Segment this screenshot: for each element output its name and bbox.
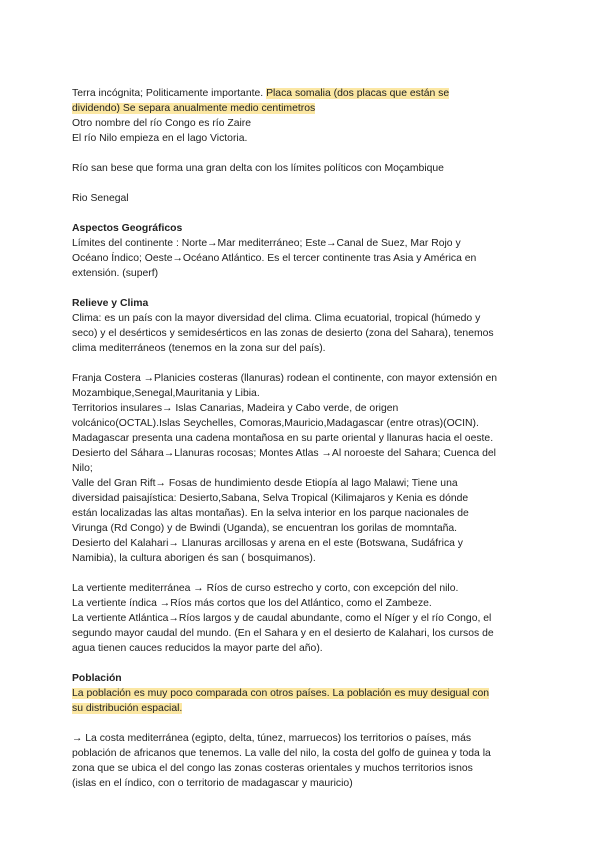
- text-line: diversidad paisajística: Desierto,Sabana, Selva Tropical (Kilimajaros y Kenia es dónde: [72, 493, 469, 504]
- intro-line-3: Otro nombre del río Congo es río Zaire: [72, 118, 252, 129]
- text-line: Nilo;: [72, 463, 93, 474]
- text-line: → La costa mediterránea (egipto, delta, túnez, marruecos) los territorios o países, más: [72, 733, 472, 744]
- text-line: Desierto del Sáhara→Llanuras rocosas; Montes Atlas →Al noroeste del Sahara; Cuenca del: [72, 448, 496, 459]
- text-line: población de africanos que tenemos. La valle del nilo, la costa del golfo de guinea y toda la: [72, 748, 491, 759]
- text-line: volcánico(OCTAL).Islas Seychelles, Comoras,Mauricio,Madagascar (entre otras)(OCIN).: [72, 418, 479, 429]
- text-line: Desierto del Kalahari→ Llanuras arcillosas y arena en el este (Botswana, Sudáfrica y: [72, 538, 464, 549]
- text-line: clima mediterráneos (tenemos en la zona sur del país).: [72, 343, 326, 354]
- text-line: seco) y el desérticos y semidesérticos en las zonas de desierto (zona del Sahara), tenemos: [72, 328, 494, 339]
- text-line: extensión. (superf): [72, 268, 159, 279]
- text-line: zona que se ubica el del congo las zonas costeras orientales y muchos territorios isnos: [72, 763, 473, 774]
- text-line: Virunga (Rd Congo) y de Bwindi (Uganda), se encuentran los gorilas de momntaña.: [72, 523, 458, 534]
- document-content: [72, 86, 532, 791]
- intro-text: Terra incógnita; Politicamente importante.: [72, 88, 267, 99]
- text-line: La vertiente mediterránea → Ríos de curso estrecho y corto, con excepción del nilo.: [72, 583, 459, 594]
- intro-line-6: Rio Senegal: [72, 193, 129, 204]
- text-line: Límites del continente : Norte→Mar mediterráneo; Este→Canal de Suez, Mar Rojo y: [72, 238, 461, 249]
- highlighted-text: dividendo) Se separa anualmente medio centimetros: [72, 103, 316, 114]
- text-line: La vertiente Atlántica→Ríos largos y de caudal abundante, como el Níger y el río Congo, el: [72, 613, 492, 624]
- intro-line-2: [72, 101, 532, 116]
- intro-line-1: [72, 86, 532, 101]
- intro-line-4: El río Nilo empieza en el lago Victoria.: [72, 133, 248, 144]
- text-line: Mozambique,Senegal,Mauritania y Libia.: [72, 388, 260, 399]
- text-line: Océano Índico; Oeste→Océano Atlántico. Es el tercer continente tras Asia y América en: [72, 253, 477, 264]
- section-heading-poblacion: Población: [72, 673, 122, 684]
- highlight-line-2: [72, 701, 532, 716]
- section-heading-geo: Aspectos Geográficos: [72, 223, 183, 234]
- intro-line-5: Río san bese que forma una gran delta con los límites políticos con Moçambique: [72, 163, 444, 174]
- section-heading-relieve: Relieve y Clima: [72, 298, 149, 309]
- text-line: Territorios insulares→ Islas Canarias, Madeira y Cabo verde, de origen: [72, 403, 399, 414]
- text-line: agua tienen cauces reducidos la mayor parte del año).: [72, 643, 323, 654]
- text-line: Clima: es un país con la mayor diversidad del clima. Clima ecuatorial, tropical (húmedo y: [72, 313, 481, 324]
- text-line: Madagascar presenta una cadena montañosa en su parte oriental y llanuras hacia el oeste.: [72, 433, 494, 444]
- text-line: segundo mayor caudal del mundo. (En el Sahara y en el desierto de Kalahari, los cursos de: [72, 628, 494, 639]
- text-line: están localizadas las altas montañas). En la selva interior en los parque nacionales de: [72, 508, 469, 519]
- highlight-line-1: [72, 686, 532, 701]
- text-line: Franja Costera →Planicies costeras (llanuras) rodean el continente, con mayor extensión en: [72, 373, 498, 384]
- highlighted-text: La población es muy poco comparada con otros países. La población es muy desigual con: [72, 688, 490, 699]
- highlighted-text: Placa somalia (dos placas que están se: [266, 88, 450, 99]
- text-line: (islas en el índico, con o territorio de madagascar y mauricio): [72, 778, 353, 789]
- text-line: La vertiente índica →Ríos más cortos que los del Atlántico, como el Zambeze.: [72, 598, 432, 609]
- text-line: Valle del Gran Rift→ Fosas de hundimiento desde Etiopía al lago Malawi; Tiene una: [72, 478, 458, 489]
- highlighted-text: su distribución espacial.: [72, 703, 183, 714]
- text-line: Namibia), la cultura aborigen és san ( bosquimanos).: [72, 553, 316, 564]
